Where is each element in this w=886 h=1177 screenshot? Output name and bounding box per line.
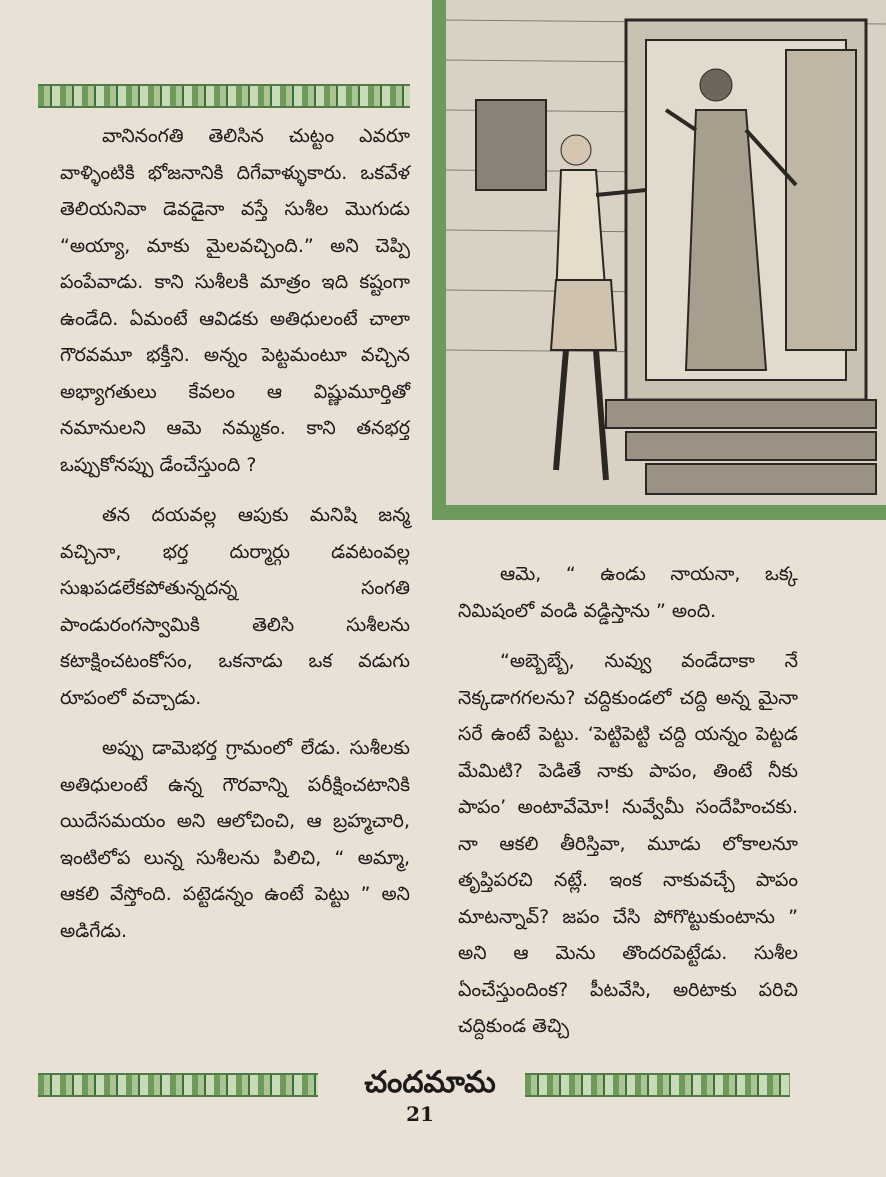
footer-ornament-right — [525, 1073, 790, 1097]
left-paragraph-3: అప్పు డామెభర్త గ్రామంలో లేడు. సుశీలకు అతిధులంటే ఉన్న గౌరవాన్ని పరీక్షించటానికి యిదేసమయం అని ఆలోచించి, ఆ బ్రహ్మచారి, ఇంటిలోప లున్న సుశీలను పిలిచి, “ అమ్మా, ఆకలి వేస్తోంది. పట్టెడన్నం ఉంటే పెట్టు ” అని అడిగేడు. — [60, 737, 410, 942]
window — [476, 100, 546, 190]
magazine-title: చందమామ — [364, 1065, 496, 1100]
story-illustration — [432, 0, 886, 520]
left-paragraph-2: తన దయవల్ల ఆపుకు మనిషి జన్మ వచ్చినా, భర్త దుర్మార్గు డవటంవల్ల సుఖపడలేకపోతున్నదన్న సంగతి పాండురంగస్వామికి తెలిసి సుశీలను కటాక్షించటంకోసం, ఒకనాడు ఒక వడుగు రూపంలో వచ్చాడు. — [60, 504, 410, 709]
left-paragraph-1: వానినంగతి తెలిసిన చుట్టం ఎవరూ వాళ్ళింటికి భోజనానికి దిగేవాళ్ళుకారు. ఒకవేళ తెలియనివా డెవడైనా వస్తే సుశీల మొగుడు “అయ్యా, మాకు మైలవచ్చింది.” అని చెప్పి పంపేవాడు. కాని సుశీలకి మాత్రం ఇది కష్టంగా ఉండేది. ఏమంటే ఆవిడకు అతిధులంటే చాలా గౌరవమూ భక్తీని. అన్నం పెట్టమంటూ వచ్చిన అభ్యాగతులు కేవలం ఆ విష్ణుమూర్తితో నమానులని ఆమె నమ్మకం. కాని తనభర్త ఒప్పుకోనప్పు డేంచేస్తుంది ? — [60, 125, 410, 476]
left-column — [60, 118, 410, 963]
top-ornament-border — [38, 84, 410, 108]
footer-ornament-left — [38, 1073, 318, 1097]
stone-steps — [606, 400, 876, 494]
right-paragraph-1: ఆమె, “ ఉండు నాయనా, ఒక్క నిమిషంలో వండి వడ్డిస్తాను ” అంది. — [458, 563, 798, 622]
right-paragraph-2: “అబ్బెబ్బే, నువ్వు వండేదాకా నే నెక్కడాగగలను? చద్దికుండలో చద్ది అన్న మైనా సరే ఉంటే పెట్టు. ‘పెట్టిపెట్టి చద్ది యన్నం పెట్టడ మేమిటి? పెడితే నాకు పాపం, తింటే నీకు పాపం’ అంటావేమో! నువ్వేమీ సందేహించకు. నా ఆకలి తీరిస్తివా, మూడు లోకాలనూ తృప్తిపరచి నట్లే. ఇంక నాకువచ్చే పాపం మాటన్నావ్? జపం చేసి పోగొట్టుకుంటాను ” అని ఆ మెను తొందరపెట్టేడు. సుశీల ఏంచేస్తుందింక? పీటవేసి, అరిటాకు పరిచి చద్దికుండ తెచ్చి — [458, 650, 798, 1037]
illustration-drawing — [446, 0, 886, 505]
door-panel — [786, 50, 856, 350]
right-column — [458, 556, 798, 1059]
page-number: 21 — [406, 1102, 434, 1126]
